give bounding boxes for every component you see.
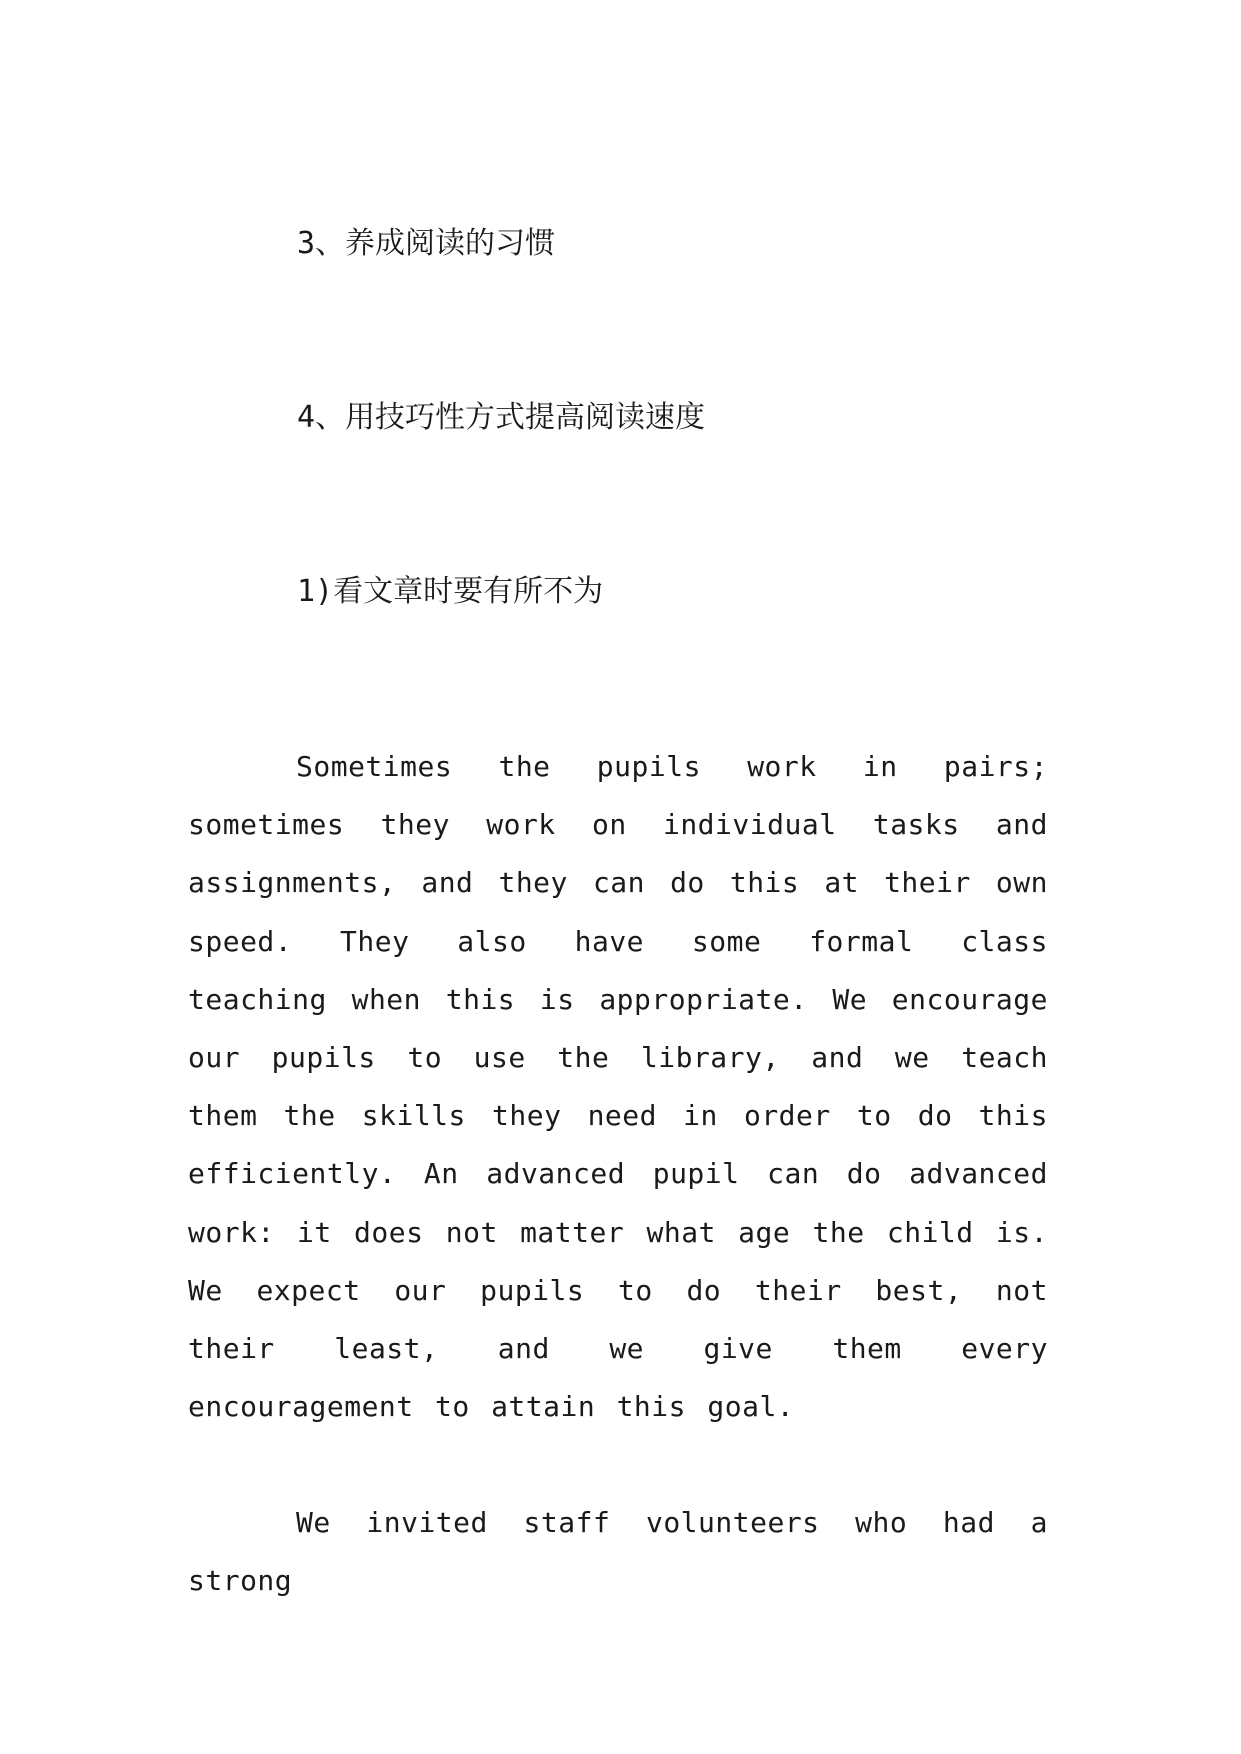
section-heading-4: 4、用技巧性方式提高阅读速度: [297, 400, 706, 435]
subsection-heading-1: 1)看文章时要有所不为: [297, 574, 604, 609]
body-paragraph: Sometimes the pupils work in pairs; sometimes they work on individual tasks and assignments, and they can do this at their own speed. They also have some formal class teaching when this is appropriate. We encourage our pupils to use the library, and we teach them the skills they need in order to do this efficiently. An advanced pupil can do advanced work: it does not matter what age the child is. We expect our pupils to do their best, not their least, and we give them every encouragement to attain this goal.: [188, 750, 1048, 1424]
section-heading-3: 3、养成阅读的习惯: [297, 226, 556, 261]
body-paragraph-continued: We invited staff volunteers who had a strong: [188, 1506, 1048, 1598]
